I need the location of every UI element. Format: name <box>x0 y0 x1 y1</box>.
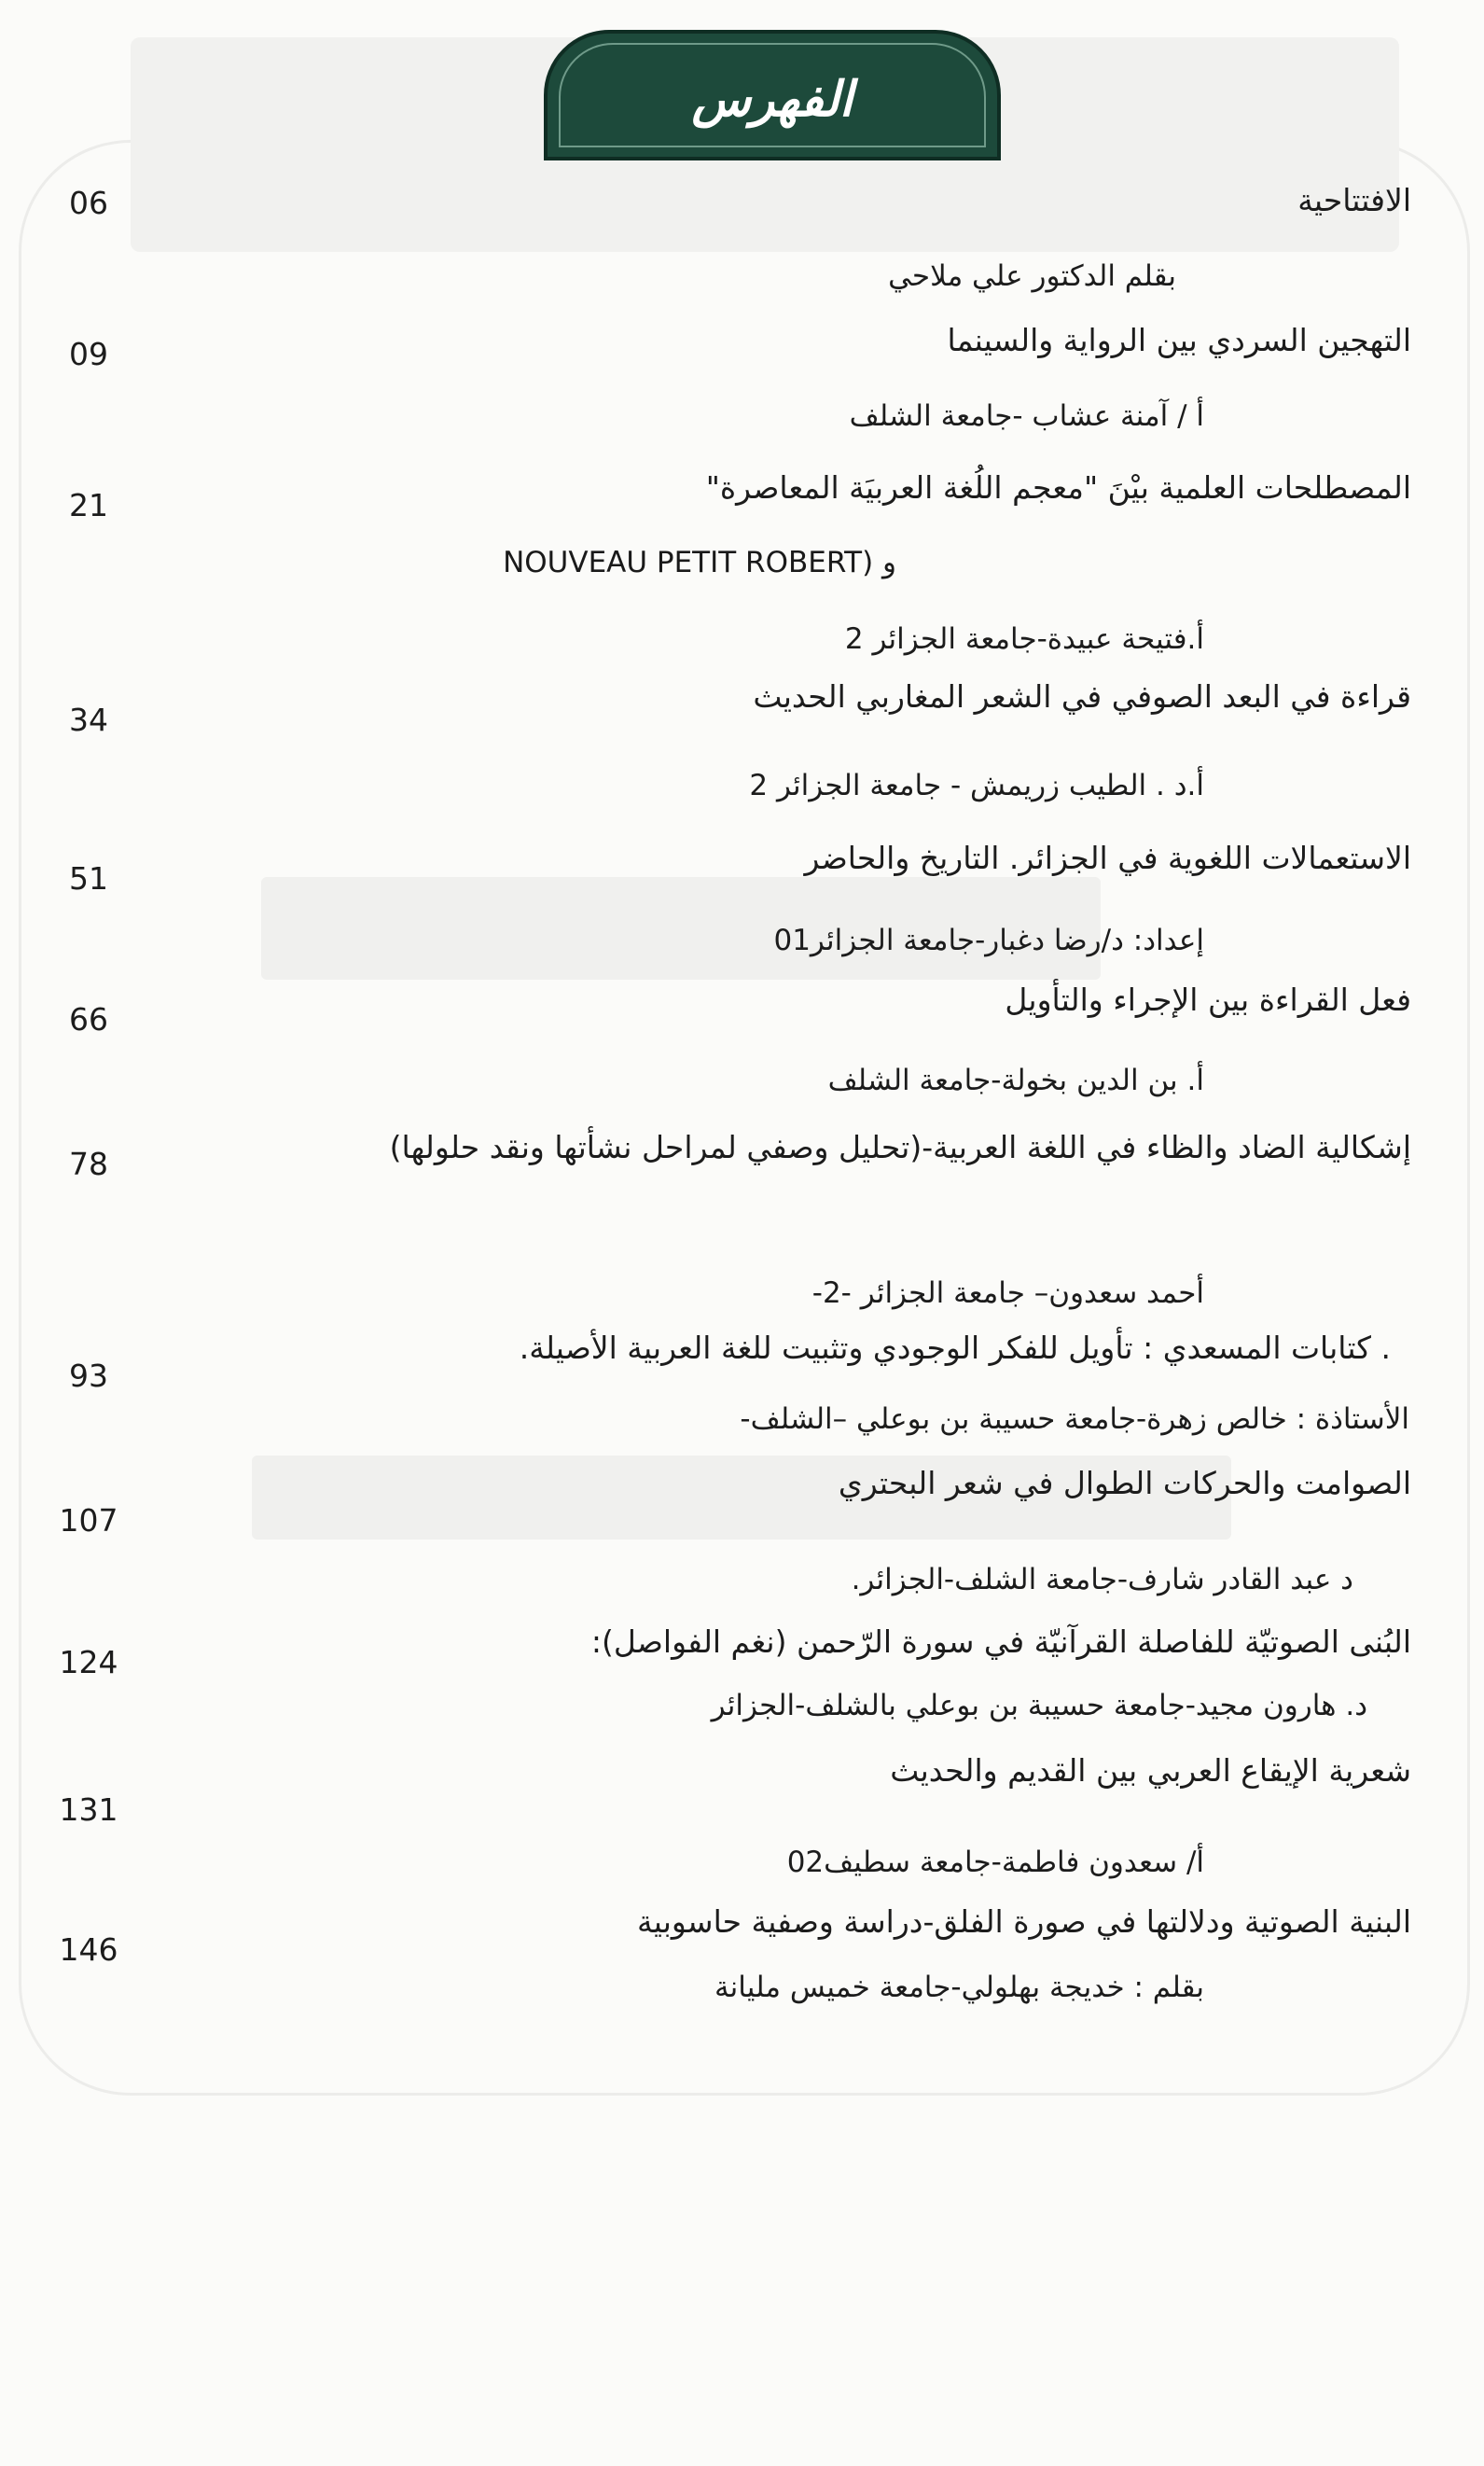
toc-entry-page: 51 <box>69 860 108 897</box>
toc-entry-title: فعل القراءة بين الإجراء والتأويل <box>1005 982 1411 1018</box>
toc-entry-author: د. هارون مجيد-جامعة حسيبة بن بوعلي بالشلف-الجزائر <box>711 1689 1367 1722</box>
toc-entry-author: أ.فتيحة عبيدة-جامعة الجزائر 2 <box>844 622 1204 656</box>
toc-entry-title: المصطلحات العلمية بيْنَ "معجم اللُغة العربيَة المعاصرة" <box>705 469 1411 506</box>
page-title: الفهرس <box>691 71 853 128</box>
toc-entry-page: 09 <box>69 336 108 372</box>
toc-entry-author: إعداد: د/رضا دغبار-جامعة الجزائر01 <box>773 924 1204 957</box>
toc-entry-title: الافتتاحية <box>1297 182 1411 218</box>
toc-entry-title-continued: و (NOUVEAU PETIT ROBERT <box>503 546 896 579</box>
toc-entry-author: أ. بن الدين بخولة-جامعة الشلف <box>827 1064 1204 1097</box>
toc-entry-author: أ / آمنة عشاب -جامعة الشلف <box>849 399 1204 433</box>
toc-entry-title: إشكالية الضاد والظاء في اللغة العربية-(تحليل وصفي لمراحل نشأتها ونقد حلولها) <box>389 1129 1411 1165</box>
toc-entry-title: . كتابات المسعدي : تأويل للفكر الوجودي وتثبيت للغة العربية الأصيلة. <box>519 1330 1391 1366</box>
toc-entry-author: أحمد سعدون– جامعة الجزائر -2- <box>811 1276 1204 1310</box>
toc-entry-page: 21 <box>69 487 108 523</box>
toc-entry-author: بقلم : خديجة بهلولي-جامعة خميس مليانة <box>714 1971 1204 2004</box>
toc-entry-page: 78 <box>69 1146 108 1182</box>
toc-entry-title: الاستعمالات اللغوية في الجزائر. التاريخ والحاضر <box>804 840 1411 876</box>
toc-entry-page: 93 <box>69 1358 108 1394</box>
toc-entry-author: أ/ سعدون فاطمة-جامعة سطيف02 <box>786 1846 1204 1879</box>
toc-entry-page: 131 <box>59 1791 118 1828</box>
toc-entry-author: الأستاذة : خالص زهرة-جامعة حسيبة بن بوعلي –الشلف- <box>740 1402 1409 1436</box>
toc-entry-page: 124 <box>59 1644 118 1680</box>
toc-entry-page: 107 <box>59 1502 118 1539</box>
toc-entry-title: التهجين السردي بين الرواية والسينما <box>947 322 1411 358</box>
toc-entry-author: بقلم الدكتور علي ملاحي <box>888 259 1176 293</box>
toc-entry-author: د عبد القادر شارف-جامعة الشلف-الجزائر. <box>851 1563 1353 1596</box>
toc-entry-title: الصوامت والحركات الطوال في شعر البحتري <box>838 1465 1411 1501</box>
toc-entry-page: 146 <box>59 1931 118 1968</box>
toc-entry-title: البنية الصوتية ودلالتها في صورة الفلق-دراسة وصفية حاسوبية <box>637 1903 1411 1940</box>
toc-entry-author: أ.د . الطيب زريمش - جامعة الجزائر 2 <box>749 769 1204 802</box>
toc-entry-title: قراءة في البعد الصوفي في الشعر المغاربي الحديث <box>753 678 1411 715</box>
toc-entry-page: 34 <box>69 702 108 738</box>
toc-entry-title: البُنى الصوتيّة للفاصلة القرآنيّة في سورة الرّحمن (نغم الفواصل): <box>590 1623 1411 1660</box>
toc-entry-title: شعرية الإيقاع العربي بين القديم والحديث <box>890 1752 1411 1789</box>
toc-entry-page: 06 <box>69 185 108 221</box>
toc-entry-page: 66 <box>69 1001 108 1038</box>
